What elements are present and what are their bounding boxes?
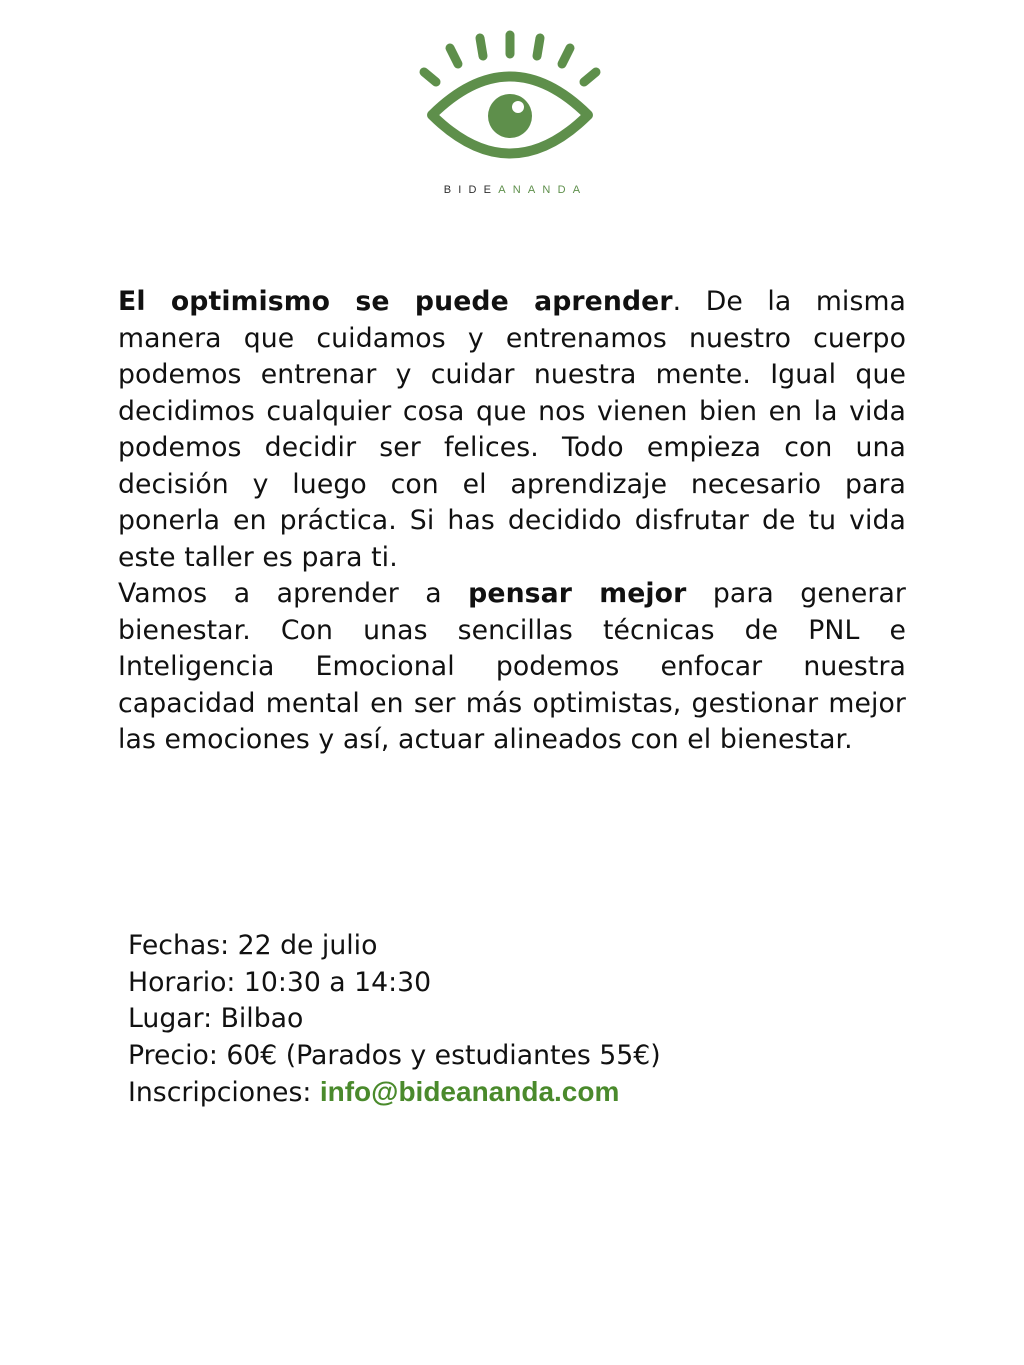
schedule-line: Horario: 10:30 a 14:30: [128, 966, 432, 998]
paragraph-goal: Vamos a aprender a pensar mejor para generar bienestar. Con unas sencillas técnicas de PNL e Inteligencia Emocional podemos enfocar nuestra capacidad mental en ser más optimistas, gestionar mejor las emociones y así, actuar alineados con el bienestar.: [118, 578, 906, 755]
place-line: Lugar: Bilbao: [128, 1003, 304, 1034]
brand-wordmark: BIDEANANDA: [443, 184, 588, 196]
description-text: [118, 284, 906, 759]
email-link[interactable]: info@bideananda.com: [319, 1076, 620, 1107]
eye-icon: [412, 30, 612, 170]
emphasis-bold: pensar mejor: [468, 578, 687, 609]
lead-bold: El optimismo se puede aprender: [118, 286, 673, 317]
price-line: Precio: 60€ (Parados y estudiantes 55€): [128, 1039, 661, 1071]
dates-line: Fechas: 22 de julio: [128, 930, 378, 961]
paragraph-intro: El optimismo se puede aprender. De la misma manera que cuidamos y entrenamos nuestro cuerpo podemos entrenar y cuidar nuestra mente. Igual que decidimos cualquier cosa que nos vienen bien en la vida podemos decidir ser felices. Todo empieza con una decisión y luego con el aprendizaje necesario para ponerla en práctica. Si has decidido disfrutar de tu vida este taller es para ti.: [118, 286, 907, 573]
event-details: [128, 928, 661, 1112]
registration-line: Inscripciones: info@bideananda.com: [128, 1076, 620, 1108]
